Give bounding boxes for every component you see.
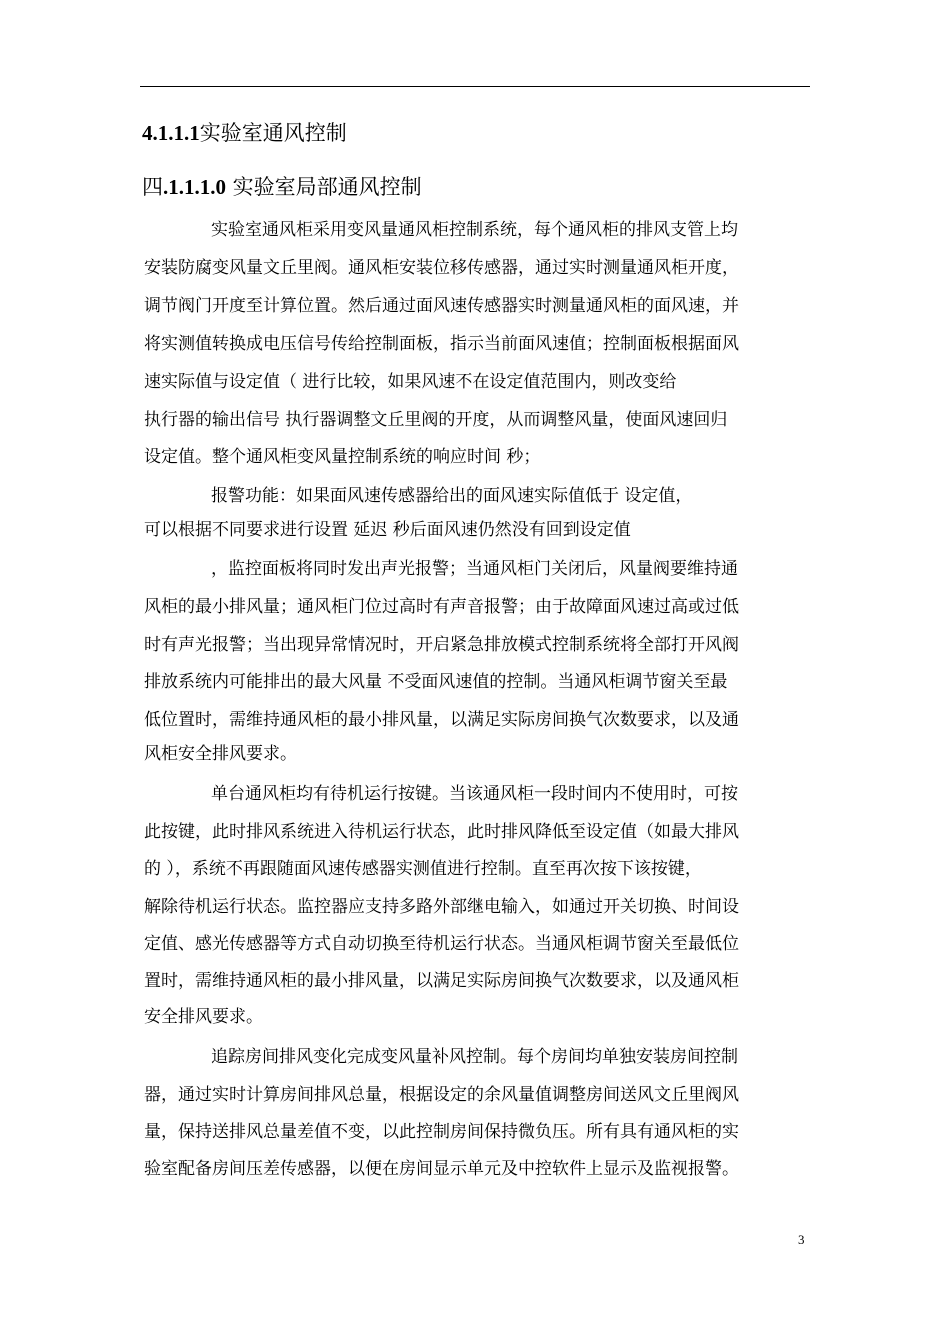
body-line: 执行器的输出信号 执行器调整文丘里阀的开度，从而调整风量，使面风速回归 (144, 410, 728, 430)
heading-text: 实验室局部通风控制 (226, 175, 422, 199)
body-line: 设定值。整个通风柜变风量控制系统的响应时间 秒； (144, 447, 541, 467)
body-line: 风柜安全排风要求。 (144, 744, 297, 764)
body-line: 置时，需维持通风柜的最小排风量，以满足实际房间换气次数要求，以及通风柜 (144, 971, 739, 991)
body-line: 时有声光报警；当出现异常情况时，开启紧急排放模式控制系统将全部打开风阀 (144, 635, 739, 655)
body-line: 安装防腐变风量文丘里阀。通风柜安装位移传感器，通过实时测量通风柜开度， (144, 258, 739, 278)
body-line: 排放系统内可能排出的最大风量 不受面风速值的控制。当通风柜调节窗关至最 (144, 672, 728, 692)
body-line: 可以根据不同要求进行设置 延迟 秒后面风速仍然没有回到设定值 (144, 520, 631, 540)
section-heading-4-1-1-1 (142, 118, 347, 148)
section-heading-local-ventilation (142, 172, 422, 202)
body-line: 定值、感光传感器等方式自动切换至待机运行状态。当通风柜调节窗关至最低位 (144, 934, 739, 954)
body-line: 解除待机运行状态。监控器应支持多路外部继电输入，如通过开关切换、时间设 (144, 897, 739, 917)
heading-number: 4.1.1.1 (142, 121, 200, 145)
body-line: 的 ），系统不再跟随面风速传感器实测值进行控制。直至再次按下该按键， (144, 859, 702, 879)
body-line: 追踪房间排风变化完成变风量补风控制。每个房间均单独安装房间控制 (211, 1047, 738, 1067)
header-rule (140, 86, 810, 87)
body-line: 单台通风柜均有待机运行按键。当该通风柜一段时间内不使用时，可按 (211, 784, 738, 804)
body-line: 风柜的最小排风量；通风柜门位过高时有声音报警；由于故障面风速过高或过低 (144, 597, 739, 617)
body-line: 此按键，此时排风系统进入待机运行状态，此时排风降低至设定值（如最大排风 (144, 822, 739, 842)
heading-number: .1.1.1.0 (163, 175, 226, 199)
body-line: 将实测值转换成电压信号传给控制面板，指示当前面风速值；控制面板根据面风 (144, 334, 739, 354)
body-line: 低位置时，需维持通风柜的最小排风量，以满足实际房间换气次数要求，以及通 (144, 710, 739, 730)
body-line: 验室配备房间压差传感器，以便在房间显示单元及中控软件上显示及监视报警。 (144, 1159, 739, 1179)
heading-prefix: 四 (142, 175, 163, 199)
body-line: 器，通过实时计算房间排风总量，根据设定的余风量值调整房间送风文丘里阀风 (144, 1085, 739, 1105)
body-line: 报警功能：如果面风速传感器给出的面风速实际值低于 设定值， (211, 486, 693, 506)
body-line: 安全排风要求。 (144, 1007, 263, 1027)
body-line: ，监控面板将同时发出声光报警；当通风柜门关闭后，风量阀要维持通 (211, 559, 738, 579)
body-line: 实验室通风柜采用变风量通风柜控制系统，每个通风柜的排风支管上均 (211, 220, 738, 240)
heading-text: 实验室通风控制 (199, 121, 347, 145)
page-number: 3 (798, 1232, 805, 1247)
body-line: 调节阀门开度至计算位置。然后通过面风速传感器实时测量通风柜的面风速，并 (144, 296, 739, 316)
body-line: 速实际值与设定值（ 进行比较，如果风速不在设定值范围内，则改变给 (144, 372, 677, 392)
body-line: 量，保持送排风总量差值不变，以此控制房间保持微负压。所有具有通风柜的实 (144, 1122, 739, 1142)
